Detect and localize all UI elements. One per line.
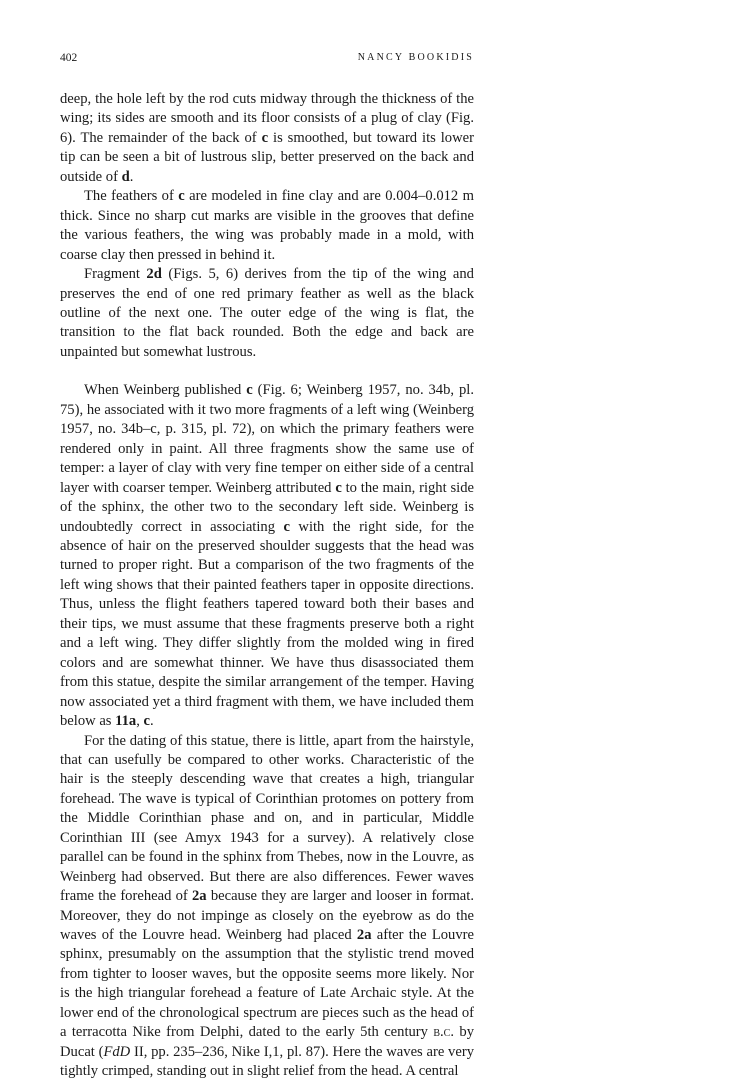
page-number: 402 [60,52,78,64]
text-run: (Fig. 6; Weinberg 1957, no. 34b, pl. 75), he associated with it two more fragments of a left wing (Weinberg 1957, no. 34b–c, p. 315, pl. 72), on which the primary feathers were rendered only in paint. All three fragments show the same use of temper: a layer of clay with very fine temper on either side of a central layer with coarser temper. Weinberg attributed [60,382,474,496]
text-run: The feathers of [84,188,179,205]
text-run: When Weinberg published [84,382,247,399]
text-run: by Ducat ( [60,1024,474,1060]
running-head: NANCY BOOKIDIS [357,52,474,63]
page-header [60,52,474,70]
text-run: . [129,168,134,185]
paragraph [60,90,474,187]
text-run: deep, the hole left by the rod cuts midway through the thickness of the wing; its sides are smooth and its floor consists of a plug of clay (Fig. 6). The remainder of the back of [60,91,474,146]
paragraph [60,381,474,731]
bold-ref: d [121,168,130,185]
text-run: II, pp. 235–236, Nike I,1, pl. 87). Here the waves are very tightly crimped, standing out in slight relief from the head. A central [60,1043,474,1080]
bold-ref: 2a [356,927,372,944]
paragraph [60,265,474,362]
bold-ref: c [335,479,342,496]
paragraph [60,732,474,1082]
body-text [60,90,474,1082]
paragraph [60,187,474,265]
small-caps-text: b.c. [433,1024,454,1041]
bold-ref: 2a [192,888,207,905]
italic-title: FdD [103,1043,131,1060]
bold-ref: c [143,713,150,730]
text-run: to the main, right side of the sphinx, the other two to the secondary left side. Weinberg is undoubtedly correct in associating [60,479,474,535]
text-run: because they are larger and looser in format. Moreover, they do not impinge as closely on the eyebrow as do the waves of the Louvre head. Weinberg had placed [60,888,474,944]
bold-ref: c [261,129,269,146]
bold-ref: c [283,518,290,535]
text-run: . [150,713,154,730]
text-run: Fragment [84,266,147,283]
bold-ref: c [178,188,185,205]
text-run: (Figs. 5, 6) derives from the tip of the wing and preserves the end of one red primary feather as well as the black outline of the next one. The outer edge of the wing is flat, the transition to the flat back rounded. Both the edge and back are unpainted but somewhat lustrous. [60,266,474,360]
text-run: are modeled in fine clay and are 0.004–0.012 m thick. Since no sharp cut marks are visible in the grooves that define the various feathers, the wing was probably made in a mold, with coarse clay then pressed in behind it. [60,188,474,263]
text-run: For the dating of this statue, there is little, apart from the hairstyle, that can usefully be compared to other works. Characteristic of the hair is the steeply descending wave that creates a high, triangular forehead. The wave is typical of Corinthian protomes on pottery from the Middle Corinthian phase and on, and in particular, Middle Corinthian III (see Amyx 1943 for a survey). A relatively close parallel can be found in the sphinx from Thebes, now in the Louvre, as Weinberg had observed. But there are also differences. Fewer waves frame the forehead of [60,732,474,905]
text-run: after the Louvre sphinx, presumably on the assumption that the stylistic trend moved from tighter to looser waves, but the opposite seems more likely. Nor is the high triangular forehead a feature of Late Archaic style. At the lower end of the chronological spectrum are pieces such as the head of a terracotta Nike from Delphi, dated to the early 5th century [60,927,474,1041]
text-run: with the right side, for the absence of hair on the preserved shoulder suggests that the head was turned to proper right. But a comparison of the two fragments of the left wing shows that their painted feathers taper in opposite directions. Thus, unless the flight feathers tapered toward both their bases and their tips, we must assume that these fragments preserve both a right and a left wing. They differ slightly from the molded wing in fired colors and are somewhat thinner. We have thus disassociated them from this statue, despite the similar arrangement of the temper. Having now associated yet a third fragment with them, we have included them below as [60,518,474,730]
bold-ref: c [246,382,253,399]
text-run: is smoothed, but toward its lower tip can be seen a bit of lustrous slip, better preserved on the back and outside of [60,129,474,185]
text-run: , [136,713,144,730]
bold-ref: 11a [115,713,137,730]
bold-ref: 2d [146,266,162,283]
